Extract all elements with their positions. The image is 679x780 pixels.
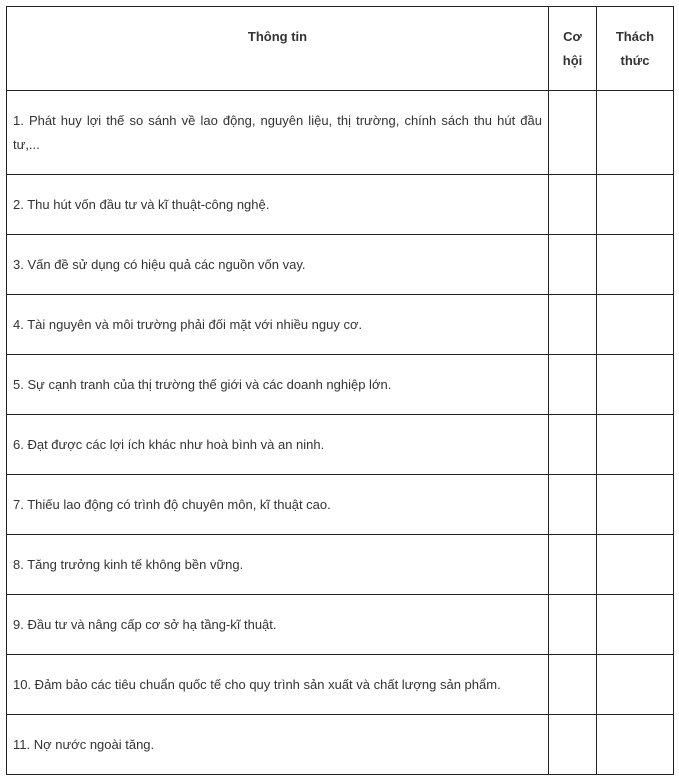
challenge-cell[interactable] xyxy=(597,235,674,295)
opportunity-cell[interactable] xyxy=(549,595,597,655)
challenge-cell[interactable] xyxy=(597,355,674,415)
challenge-cell[interactable] xyxy=(597,91,674,175)
challenge-cell[interactable] xyxy=(597,295,674,355)
row-info: 3. Vấn đề sử dụng có hiệu quả các nguồn vốn vay. xyxy=(7,235,549,295)
table-row xyxy=(7,595,674,655)
challenge-cell[interactable] xyxy=(597,415,674,475)
opportunity-cell[interactable] xyxy=(549,535,597,595)
table-row xyxy=(7,295,674,355)
row-info: 6. Đạt được các lợi ích khác như hoà bình và an ninh. xyxy=(7,415,549,475)
table-row xyxy=(7,715,674,775)
row-info: 1. Phát huy lợi thế so sánh về lao động, nguyên liệu, thị trường, chính sách thu hút đầu tư,... xyxy=(7,91,549,175)
opportunity-challenge-table-wrapper xyxy=(6,6,674,775)
table-row xyxy=(7,655,674,715)
table-header-row xyxy=(7,7,674,91)
opportunity-cell[interactable] xyxy=(549,175,597,235)
challenge-cell[interactable] xyxy=(597,535,674,595)
table-row xyxy=(7,175,674,235)
table-row xyxy=(7,91,674,175)
opportunity-cell[interactable] xyxy=(549,235,597,295)
row-info: 7. Thiếu lao động có trình độ chuyên môn, kĩ thuật cao. xyxy=(7,475,549,535)
challenge-cell[interactable] xyxy=(597,715,674,775)
table-row xyxy=(7,235,674,295)
opportunity-cell[interactable] xyxy=(549,295,597,355)
header-challenge: Thách thức xyxy=(597,7,674,91)
opportunity-cell[interactable] xyxy=(549,355,597,415)
opportunity-cell[interactable] xyxy=(549,475,597,535)
table-row xyxy=(7,355,674,415)
row-info: 10. Đảm bảo các tiêu chuẩn quốc tế cho quy trình sản xuất và chất lượng sản phẩm. xyxy=(7,655,549,715)
row-info: 2. Thu hút vốn đầu tư và kĩ thuật-công nghệ. xyxy=(7,175,549,235)
table-row xyxy=(7,415,674,475)
opportunity-cell[interactable] xyxy=(549,655,597,715)
challenge-cell[interactable] xyxy=(597,475,674,535)
row-info: 8. Tăng trưởng kinh tế không bền vững. xyxy=(7,535,549,595)
row-info: 5. Sự cạnh tranh của thị trường thế giới và các doanh nghiệp lớn. xyxy=(7,355,549,415)
opportunity-cell[interactable] xyxy=(549,415,597,475)
row-info: 4. Tài nguyên và môi trường phải đối mặt với nhiều nguy cơ. xyxy=(7,295,549,355)
challenge-cell[interactable] xyxy=(597,655,674,715)
row-info: 11. Nợ nước ngoài tăng. xyxy=(7,715,549,775)
header-info: Thông tin xyxy=(7,7,549,91)
row-info: 9. Đầu tư và nâng cấp cơ sở hạ tầng-kĩ thuật. xyxy=(7,595,549,655)
header-opportunity: Cơ hội xyxy=(549,7,597,91)
challenge-cell[interactable] xyxy=(597,595,674,655)
opportunity-cell[interactable] xyxy=(549,715,597,775)
table-row xyxy=(7,535,674,595)
opportunity-cell[interactable] xyxy=(549,91,597,175)
table-row xyxy=(7,475,674,535)
challenge-cell[interactable] xyxy=(597,175,674,235)
opportunity-challenge-table xyxy=(6,6,674,775)
